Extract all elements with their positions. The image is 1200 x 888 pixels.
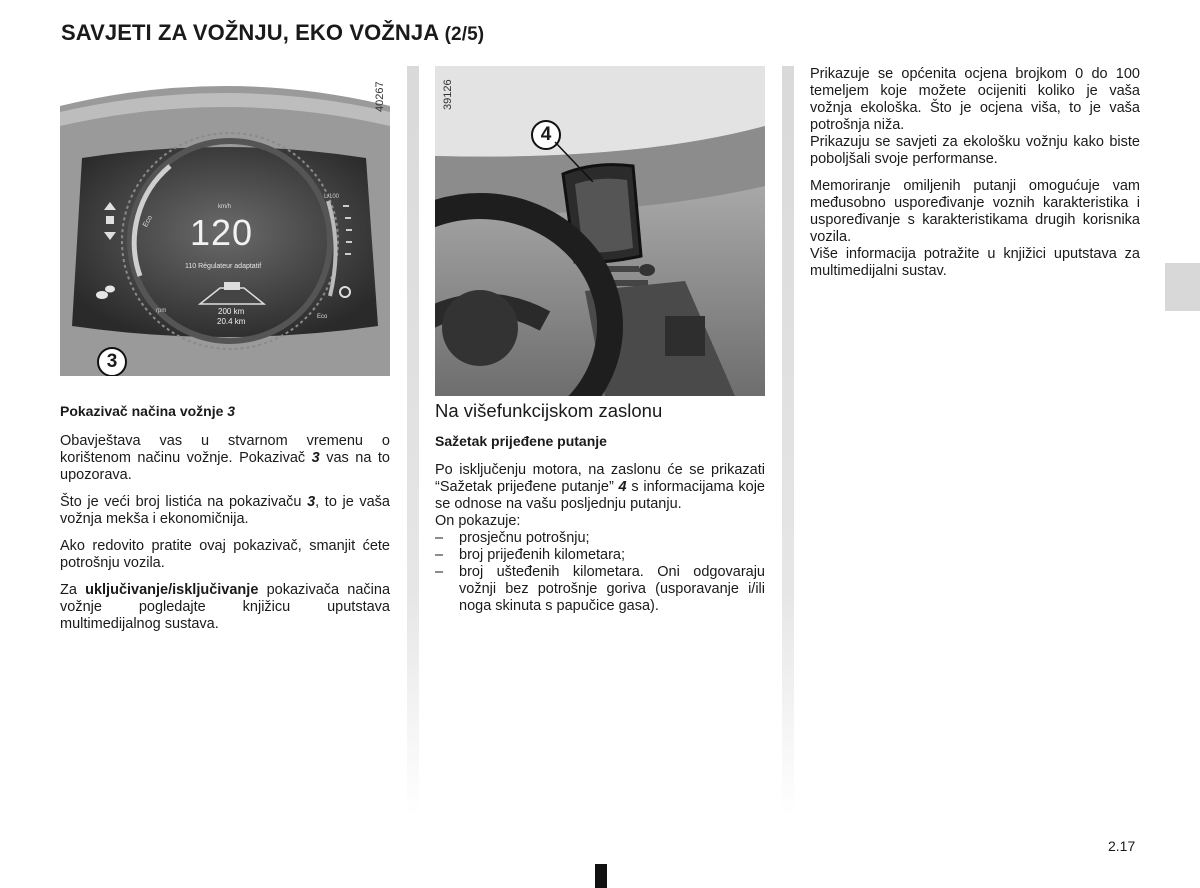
cruise-control-text: 110 Régulateur adaptatif [185, 263, 262, 270]
speed-unit: km/h [218, 204, 232, 210]
figure-code: 39126 [442, 79, 454, 110]
paragraph: Više informacija potražite u knjižici uputstava za multimedijalni sustav. [810, 246, 1140, 279]
list-item: – broj prijeđenih kilometara; [435, 547, 626, 563]
rpm-label: rpm [156, 308, 167, 314]
car-interior-illustration [435, 66, 765, 396]
trip-distance-1: 200 km [218, 307, 245, 316]
eco-label-left: Eco [141, 214, 155, 229]
paragraph: Što je veći broj listića na pokazivaču 3, to je vaša vožnja mekša i ekonomičnija. [60, 494, 390, 527]
trip-summary-heading: Sažetak prijeđene putanje [435, 433, 607, 449]
driving-mode-indicator-heading: Pokazivač načina vožnje 3 [60, 403, 236, 419]
section-title: Na višefunkcijskom zaslonu [435, 400, 663, 421]
paragraph: On pokazuje: [435, 513, 521, 529]
page-number: 2.17 [1108, 838, 1136, 854]
list-item: – broj ušteđenih kilometara. Oni odgovaraju vožnji bez potrošnje goriva (usporavanje i/ili noga skinuta s papučice gasa). [435, 564, 765, 614]
paragraph: Ako redovito pratite ovaj pokazivač, smanjit ćete potrošnju vozila. [60, 538, 390, 571]
column-divider-left [407, 66, 419, 816]
column-right [810, 66, 1140, 290]
page-title: SAVJETI ZA VOŽNJU, EKO VOŽNJA (2/5) [61, 20, 485, 45]
column-divider-right [782, 66, 794, 816]
list-item: – prosječnu potrošnju; [435, 530, 590, 546]
instrument-cluster-figure [60, 66, 390, 376]
fuel-gauge-label: L/100 [324, 194, 340, 200]
paragraph: Memoriranje omiljenih putanji omogućuje vam međusobno uspoređivanje voznih karakteristika i uspoređivanje s karakteristikama drugih korisnika vozila. [810, 178, 1140, 245]
figure-code: 40267 [374, 81, 386, 112]
page-part-indicator: (2/5) [444, 24, 485, 45]
page-marker [595, 864, 607, 888]
speed-readout: 120 [190, 212, 254, 253]
chapter-tab [1165, 263, 1200, 311]
multifunction-display-figure [435, 66, 765, 396]
paragraph: Prikazuju se savjeti za ekološku vožnju kako biste poboljšali svoje performanse. [810, 134, 1140, 167]
callout-4: 4 [531, 120, 561, 150]
eco-label-right: Eco [317, 314, 328, 320]
callout-3: 3 [97, 347, 127, 376]
trip-distance-2: 20.4 km [217, 317, 246, 326]
paragraph: Prikazuje se općenita ocjena brojkom 0 do 100 temeljem koje možete ocijeniti koliko je vaša vožnja ekološka. Što je ocjena viša, to je vaša potrošnja niža. [810, 66, 1140, 133]
column-middle [435, 402, 765, 615]
callout-4-leader-line [545, 132, 605, 182]
paragraph: Za uključivanje/isključivanje pokazivača načina vožnje pogledajte knjižicu uputstava multimedijalnog sustava. [60, 582, 391, 632]
paragraph: Po isključenju motora, na zaslonu će se prikazati “Sažetak prijeđene putanje” 4 s informacijama koje se odnose na vašu posljednju putanju. [435, 462, 765, 512]
paragraph: Obavještava vas u stvarnom vremenu o korištenom načinu vožnje. Pokazivač 3 vas na to upozorava. [60, 433, 390, 483]
column-left [60, 403, 390, 643]
